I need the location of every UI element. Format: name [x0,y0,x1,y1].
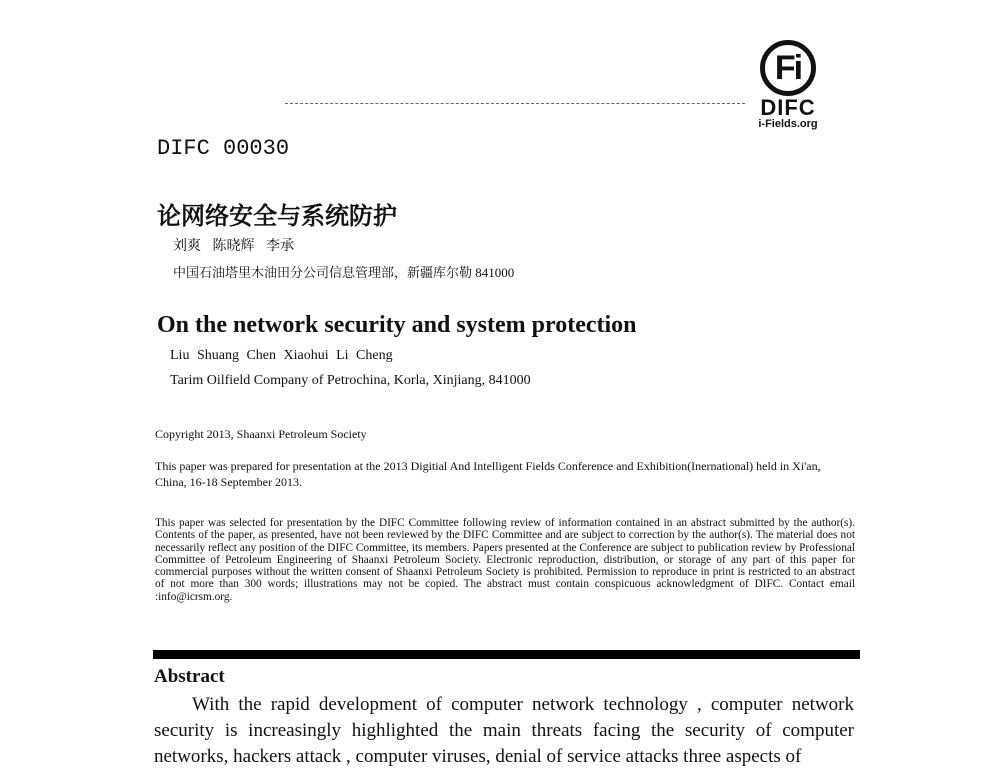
disclaimer-text: This paper was selected for presentation by the DIFC Committee following review of information contained in an abstract submitted by the author(s). Contents of the paper, as presented, have not been reviewed by the DIFC Committee and are subject to correction by the author(s). The material does not necessarily reflect any position of the DIFC Committee, its members. Papers presented at the Conference are subject to publication review by Professional Committee of Petroleum Engineering of Shaanxi Petroleum Society. Electronic reproduction, distribution, or storage of any part of this paper for commercial purposes without the written consent of Shaanxi Petroleum Society is prohibited. Permission to reproduce in print is restricted to an abstract of not more than 300 words; illustrations may not be copied. The abstract must contain conspicuous acknowledgment of DIFC. Contact email :info@icrsm.org. [155,517,855,603]
section-divider [153,650,860,659]
logo-site: i-Fields.org [758,118,818,130]
paper-code: DIFC 00030 [157,136,290,161]
chinese-authors: 刘爽 陈晓辉 李承 [173,239,294,254]
copyright-notice: Copyright 2013, Shaanxi Petroleum Society [155,427,367,441]
fi-logo-icon: Fi [760,40,816,96]
abstract-text: With the rapid development of computer network technology , computer network security is increasingly highlighted the main threats facing the security of computer networks, hackers attack , computer viruses, denial of service attacks three aspects of [154,694,854,767]
english-authors: Liu Shuang Chen Xiaohui Li Cheng [170,348,393,363]
abstract-heading: Abstract [154,666,225,687]
presentation-notice: This paper was prepared for presentation at the 2013 Digitial And Intelligent Fields Conference and Exhibition(Inernational) held in Xi'an, China, 16-18 September 2013. [155,459,821,489]
chinese-affiliation: 中国石油塔里木油田分公司信息管理部，新疆库尔勒 841000 [173,265,515,280]
difc-logo [748,40,828,140]
abstract-paragraph [154,692,854,770]
logo-name: DIFC [760,95,816,120]
chinese-title: 论网络安全与系统防护 [157,201,397,230]
header-dashed-rule [285,103,745,104]
english-title: On the network security and system protection [157,312,637,338]
english-affiliation: Tarim Oilfield Company of Petrochina, Korla, Xinjiang, 841000 [170,373,531,388]
